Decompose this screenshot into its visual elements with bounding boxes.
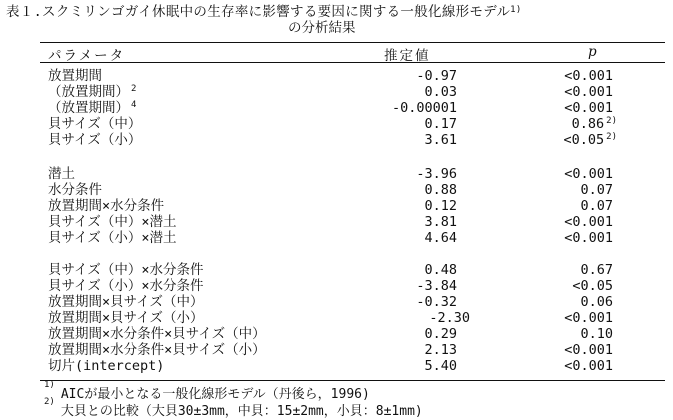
header-parameter: パラメータ <box>48 48 126 64</box>
parameter-cell <box>48 262 204 278</box>
table-row <box>0 214 673 230</box>
footnote-1: $^{1)}$AICが最小となる一般化線形モデル（丹後ら，1996) <box>44 380 370 402</box>
parameter-name: 貝サイズ（小）×潜土 <box>48 230 177 246</box>
parameter-cell <box>48 358 164 374</box>
parameter-cell <box>48 116 141 132</box>
table-row <box>0 342 673 358</box>
estimate-value: -0.32 <box>416 294 457 310</box>
table-row <box>0 294 673 310</box>
table-row <box>0 68 673 84</box>
estimate-value: -0.00001 <box>391 100 457 116</box>
table-row <box>0 230 673 246</box>
parameter-cell <box>48 294 204 310</box>
parameter-cell <box>48 68 102 84</box>
p-value: <0.001 <box>564 68 613 84</box>
parameter-name: 潜土 <box>48 166 75 182</box>
title-footnote-mark: 1) <box>510 5 522 15</box>
p-value: <0.001 <box>564 100 613 116</box>
table-row <box>0 358 673 374</box>
table-title <box>6 4 666 36</box>
p-value-cell <box>564 230 613 246</box>
p-value: 0.10 <box>580 326 613 342</box>
parameter-cell <box>48 182 102 198</box>
parameter-name: 切片(intercept) <box>48 358 165 374</box>
parameter-cell <box>48 230 177 246</box>
p-value-cell <box>564 342 613 358</box>
parameter-name: 貝サイズ（中）×水分条件 <box>48 262 204 278</box>
estimate-value: -0.97 <box>416 68 457 84</box>
parameter-cell <box>48 198 164 214</box>
parameter-name: 放置期間 <box>48 68 102 84</box>
estimate-value: 3.81 <box>424 214 457 230</box>
p-value-cell <box>580 262 613 278</box>
table-title-line2: の分析結果 <box>288 20 356 36</box>
p-value-cell <box>580 294 613 310</box>
estimate-value: -2.30 <box>429 310 470 326</box>
parameter-name: 放置期間×水分条件 <box>48 198 165 214</box>
parameter-cell <box>48 100 136 116</box>
table-row <box>0 116 673 132</box>
p-value: 0.67 <box>580 262 613 278</box>
p-value: 0.06 <box>580 294 613 310</box>
parameter-cell <box>48 342 266 358</box>
parameter-name: （放置期間） <box>48 100 129 116</box>
p-value: <0.001 <box>564 310 613 326</box>
table-bottom-rule <box>40 380 665 381</box>
estimate-value: 2.13 <box>424 342 457 358</box>
table-row <box>0 166 673 182</box>
p-value: 0.07 <box>580 182 613 198</box>
p-value-cell <box>580 198 613 214</box>
parameter-cell <box>48 84 136 100</box>
footnote-2: $^{2)}$大貝との比較（大貝30±3mm，中貝：15±2mm，小貝：8±1mm) <box>44 397 423 419</box>
parameter-name: 貝サイズ（中）×潜土 <box>48 214 177 230</box>
estimate-value: 0.88 <box>424 182 457 198</box>
parameter-name: 水分条件 <box>48 182 102 198</box>
exponent-mark: 2 <box>131 84 137 94</box>
parameter-cell <box>48 278 204 294</box>
p-value-cell <box>572 116 617 132</box>
table-row <box>0 84 673 100</box>
p-value: <0.001 <box>564 214 613 230</box>
parameter-cell <box>48 214 177 230</box>
table-row <box>0 100 673 116</box>
estimate-value: 0.12 <box>424 198 457 214</box>
estimate-value: 5.40 <box>424 358 457 374</box>
estimate-value: 0.29 <box>424 326 457 342</box>
p-value-cell <box>564 68 613 84</box>
p-value: <0.001 <box>564 230 613 246</box>
p-footnote-mark: 2) <box>606 132 617 142</box>
p-value-cell <box>564 310 613 326</box>
exponent-mark: 4 <box>131 100 137 110</box>
estimate-value: -3.84 <box>416 278 457 294</box>
table-row <box>0 326 673 342</box>
parameter-cell <box>48 310 204 326</box>
table-row <box>0 182 673 198</box>
estimate-value: 4.64 <box>424 230 457 246</box>
parameter-name: 貝サイズ（小） <box>48 132 142 148</box>
parameter-name: 放置期間×貝サイズ（小） <box>48 310 204 326</box>
parameter-name: 放置期間×水分条件×貝サイズ（中） <box>48 326 266 342</box>
p-value-cell <box>564 84 613 100</box>
estimate-value: -3.96 <box>416 166 457 182</box>
p-value: 0.07 <box>580 198 613 214</box>
parameter-cell <box>48 326 266 342</box>
table-row <box>0 310 673 326</box>
p-value: <0.001 <box>564 342 613 358</box>
p-footnote-mark: 2) <box>606 116 617 126</box>
p-value-cell <box>580 326 613 342</box>
table-row <box>0 132 673 148</box>
p-value: 0.86 <box>571 116 605 132</box>
table-title-line1: 表１.スクミリンゴガイ休眠中の生存率に影響する要因に関する一般化線形モデル$^{1)}$ <box>6 4 522 20</box>
estimate-value: 0.48 <box>424 262 457 278</box>
p-value: <0.05 <box>572 278 613 294</box>
header-estimate: 推定値 <box>384 48 431 64</box>
estimate-value: 0.03 <box>424 84 457 100</box>
parameter-name: 貝サイズ（中） <box>48 116 142 132</box>
parameter-cell <box>48 166 75 182</box>
p-value: <0.05 <box>563 132 605 148</box>
table-row <box>0 198 673 214</box>
parameter-name: （放置期間） <box>48 84 129 100</box>
p-value-cell <box>564 214 613 230</box>
header-rule <box>40 62 665 63</box>
parameter-name: 放置期間×貝サイズ（中） <box>48 294 204 310</box>
p-value-cell <box>572 278 613 294</box>
parameter-cell <box>48 132 141 148</box>
p-value-cell <box>564 100 613 116</box>
table-row <box>0 262 673 278</box>
parameter-name: 貝サイズ（小）×水分条件 <box>48 278 204 294</box>
p-value-cell <box>564 358 613 374</box>
table-row <box>0 278 673 294</box>
p-value-cell <box>564 132 617 148</box>
p-value-cell <box>580 182 613 198</box>
p-value-cell <box>564 166 613 182</box>
table-top-rule <box>40 42 665 43</box>
estimate-value: 0.17 <box>424 116 457 132</box>
p-value: <0.001 <box>564 358 613 374</box>
estimate-value: 3.61 <box>424 132 457 148</box>
parameter-name: 放置期間×水分条件×貝サイズ（小） <box>48 342 266 358</box>
header-p-value: p <box>588 44 597 60</box>
p-value: <0.001 <box>564 84 613 100</box>
p-value: <0.001 <box>564 166 613 182</box>
